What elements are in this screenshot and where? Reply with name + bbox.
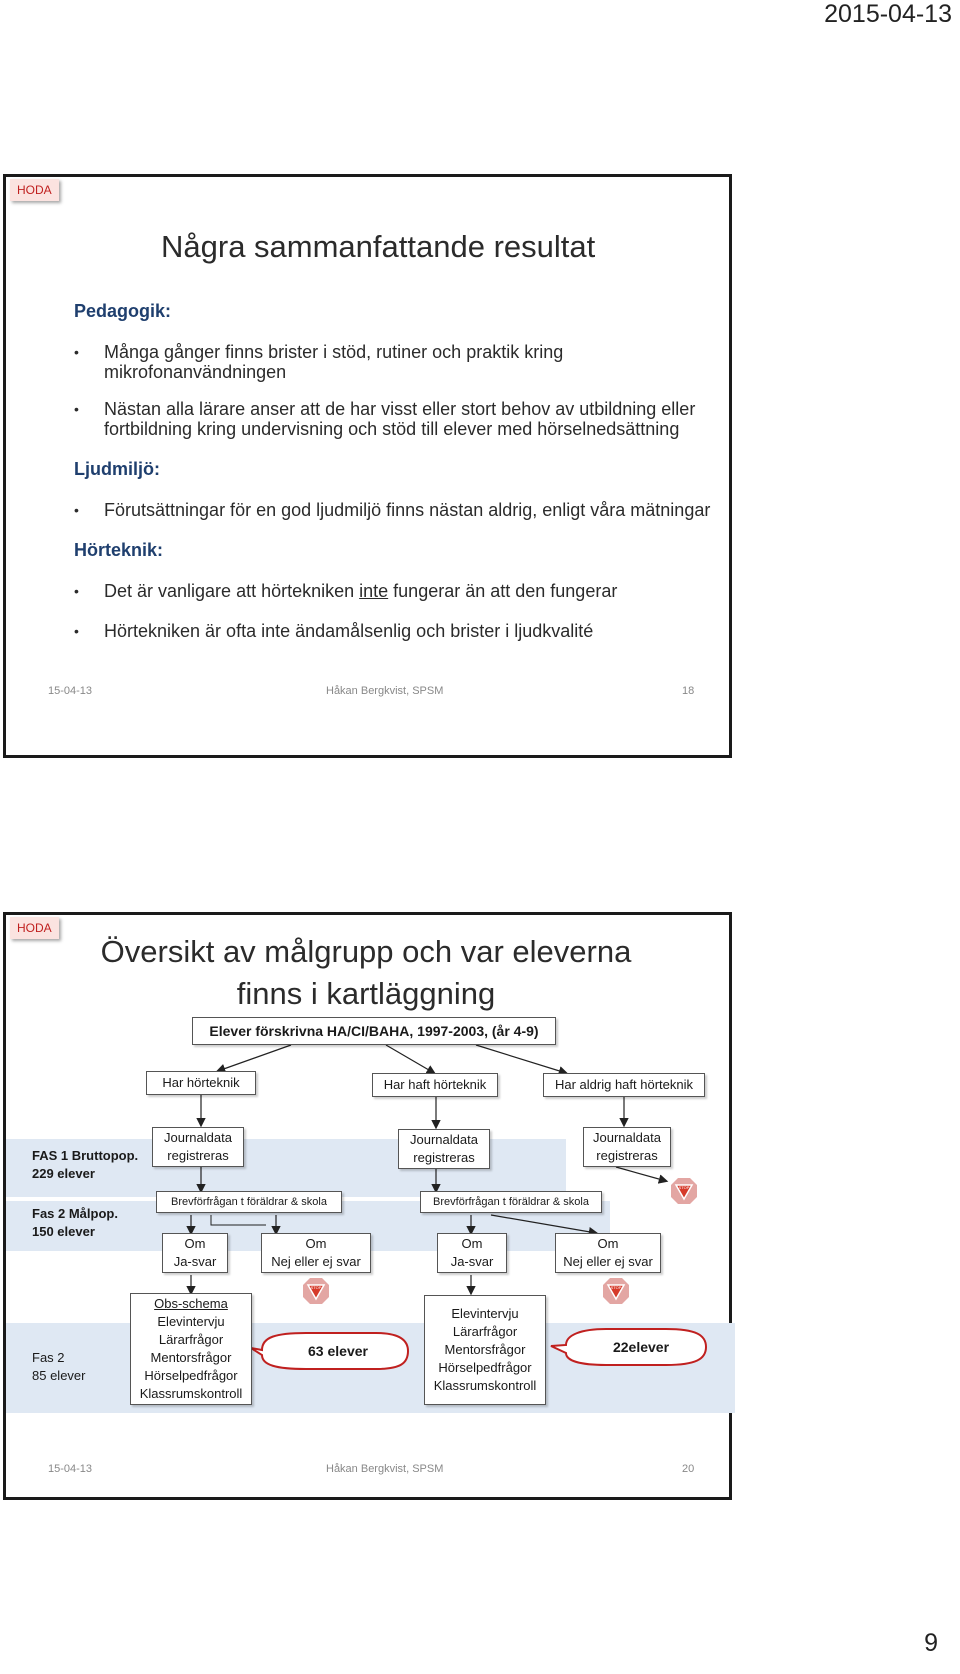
journal-box-haft: Journaldata registreras <box>398 1129 490 1169</box>
category-har-aldrig-haft-horteknik: Har aldrig haft hörteknik <box>543 1073 705 1097</box>
bullet-item: • Det är vanligare att hörtekniken inte fungerar än att den fungerar <box>74 581 618 601</box>
bullet-item: • Hörtekniken är ofta inte ändamålsenlig och brister i ljudkvalité <box>74 621 594 641</box>
hoda-badge: HODA <box>10 917 59 939</box>
bullet-icon: • <box>74 401 79 417</box>
bullet-item: • Många gånger finns brister i stöd, rutiner och praktik kring mikrofonanvändningen <box>74 342 564 382</box>
svg-text:STOP: STOP <box>310 1285 322 1290</box>
inquiry-box-right: Brevförfrågan t föräldrar & skola <box>420 1191 602 1213</box>
answer-box-no-right: Om Nej eller ej svar <box>555 1233 661 1273</box>
section-heading-pedagogik: Pedagogik: <box>74 301 172 321</box>
bullet-icon: • <box>74 344 79 360</box>
footer-date: 15-04-13 <box>48 685 93 697</box>
callout-63-elever: 63 elever <box>308 1343 368 1359</box>
bullet-item: • Förutsättningar för en god ljudmiljö finns nästan aldrig, enligt våra mätningar <box>74 500 711 520</box>
bullet-item: • Nästan alla lärare anser att de har visst eller stort behov av utbildning eller fortbildning kring undervisning och stöd till elever med hörselnedsättning <box>74 399 696 439</box>
slide-target-group-overview <box>3 912 732 1500</box>
phase-label-fas2-85: Fas 2 85 elever <box>32 1350 86 1383</box>
footer-author: Håkan Bergkvist, SPSM <box>326 1463 444 1475</box>
answer-box-yes-right: Om Ja-svar <box>437 1233 507 1273</box>
bullet-icon: • <box>74 623 79 639</box>
journal-box-har: Journaldata registreras <box>152 1127 244 1167</box>
category-har-horteknik: Har hörteknik <box>146 1071 256 1095</box>
stop-sign-icon <box>302 1277 330 1305</box>
callout-22-elever: 22elever <box>612 1339 670 1355</box>
journal-box-aldrig: Journaldata registreras <box>583 1127 671 1167</box>
bullet-icon: • <box>74 583 79 599</box>
section-heading-ljudmiljo: Ljudmiljö: <box>74 459 160 479</box>
slide-summary-results <box>3 174 732 758</box>
section-heading-horteknik: Hörteknik: <box>74 540 164 560</box>
phase-label-fas2: Fas 2 Målpop. 150 elever <box>32 1206 118 1239</box>
footer-date: 15-04-13 <box>48 1463 93 1475</box>
target-population-box: Elever förskrivna HA/CI/BAHA, 1997-2003, (år 4-9) <box>192 1017 556 1045</box>
methods-box-left: Obs-schema Elevintervju Lärarfrågor Mentorsfrågor Hörselpedfrågor Klassrumskontroll <box>130 1293 252 1405</box>
footer-author: Håkan Bergkvist, SPSM <box>326 685 444 697</box>
svg-text:STOP: STOP <box>610 1285 622 1290</box>
results-list <box>74 301 714 641</box>
footer-slide-number: 18 <box>682 685 695 697</box>
hoda-badge: HODA <box>10 179 59 201</box>
answer-box-yes-left: Om Ja-svar <box>162 1233 228 1273</box>
answer-box-no-left: Om Nej eller ej svar <box>261 1233 371 1273</box>
stop-sign-icon <box>670 1177 698 1205</box>
category-har-haft-horteknik: Har haft hörteknik <box>372 1073 498 1097</box>
page-date: 2015-04-13 <box>824 0 952 28</box>
methods-box-right: Elevintervju Lärarfrågor Mentorsfrågor Hörselpedfrågor Klassrumskontroll <box>424 1295 546 1405</box>
phase-label-fas1: FAS 1 Bruttopop. 229 elever <box>32 1148 139 1181</box>
footer-slide-number: 20 <box>682 1463 695 1475</box>
slide-title: Några sammanfattande resultat <box>161 229 596 264</box>
inquiry-box-left: Brevförfrågan t föräldrar & skola <box>156 1191 342 1213</box>
page-number: 9 <box>924 1629 938 1657</box>
stop-sign-icon <box>602 1277 630 1305</box>
slide-title: Översikt av målgrupp och var eleverna finns i kartläggning <box>100 934 632 1011</box>
bullet-icon: • <box>74 502 79 518</box>
svg-text:STOP: STOP <box>678 1185 690 1190</box>
